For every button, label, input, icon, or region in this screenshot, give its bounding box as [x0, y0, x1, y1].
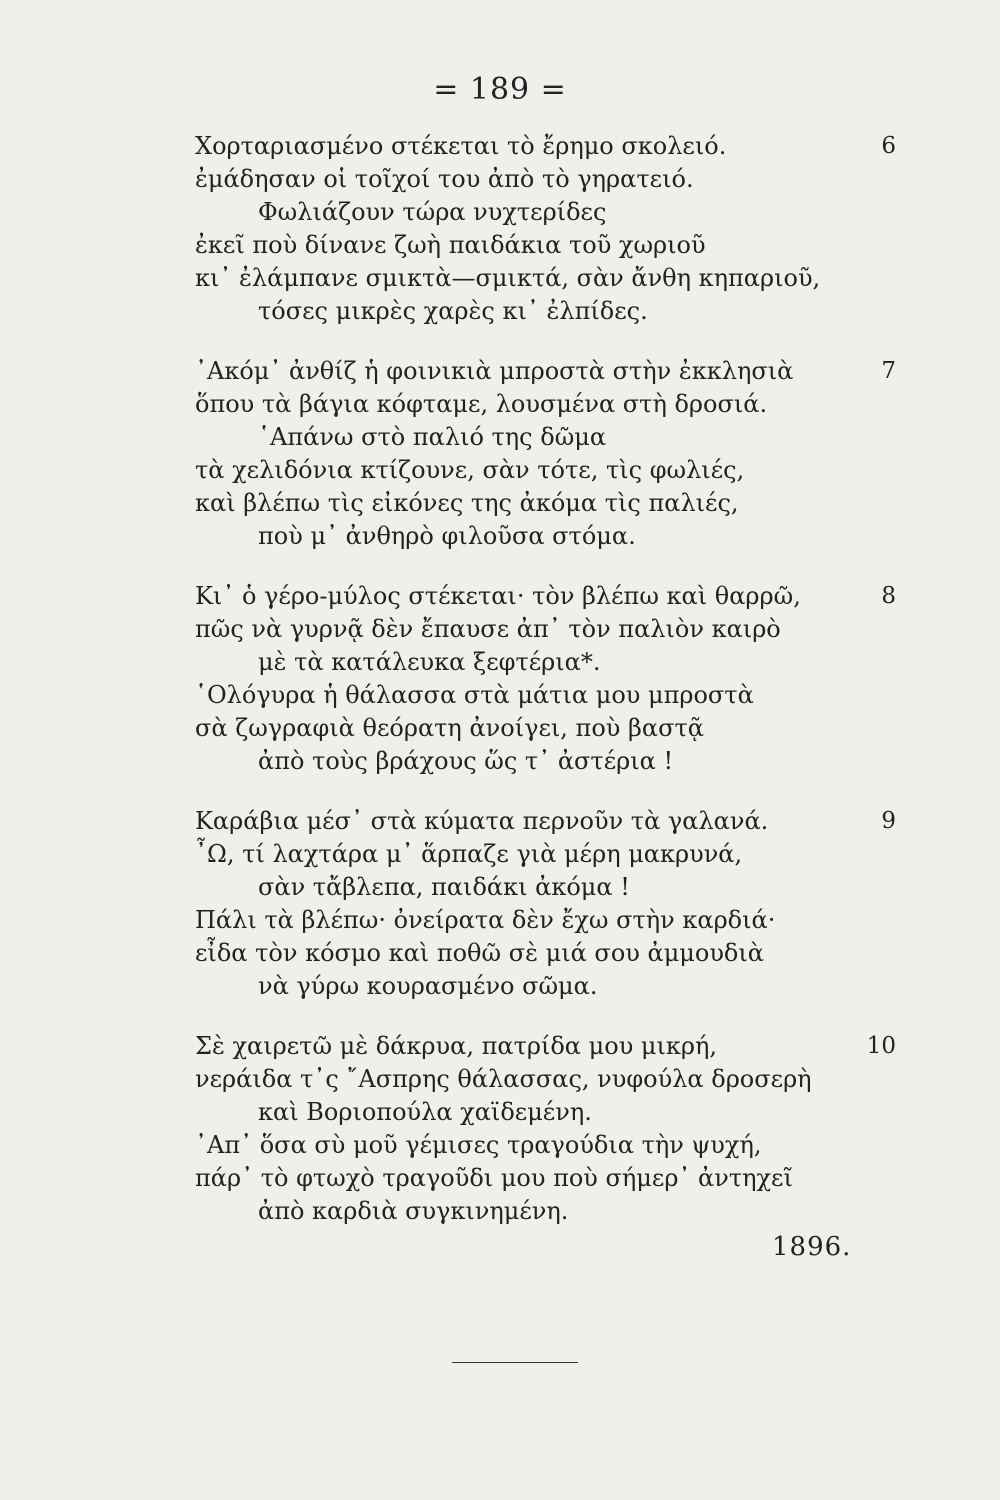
verse-line: Κι᾿ ὁ γέρο-μύλος στέκεται· τὸν βλέπω καὶ θαρρῶ, — [195, 582, 801, 610]
verse-line: Χορταριασμένο στέκεται τὸ ἔρημο σκολειό. — [195, 132, 727, 160]
verse-line: ᾿Ακόμ᾿ ἀνθίζ ἡ φοινικιὰ μπροστὰ στὴν ἐκκλησιὰ — [195, 357, 794, 385]
verse-line: τὰ χελιδόνια κτίζουνε, σὰν τότε, τὶς φωλιές, — [195, 456, 745, 484]
verse-line: ἀπὸ καρδιὰ συγκινημένη. — [258, 1197, 569, 1225]
page-number: = 189 = — [433, 72, 567, 107]
verse-line: ᾿Απ᾿ ὅσα σὺ μοῦ γέμισες τραγούδια τὴν ψυχή, — [195, 1131, 762, 1159]
poem-date: 1896. — [772, 1232, 852, 1262]
verse-line: ἐμάδησαν οἱ τοῖχοί του ἀπὸ τὸ γηρατειό. — [195, 165, 694, 193]
verse-line: καὶ Βοριοπούλα χαϊδεμένη. — [258, 1098, 592, 1126]
verse-line: νεράιδα τ᾿ς ῎Ασπρης θάλασσας, νυφούλα δροσερὴ — [195, 1065, 812, 1093]
verse-line: μὲ τὰ κατάλευκα ξεφτέρια*. — [258, 648, 601, 676]
verse-line: σὰν τἄβλεπα, παιδάκι ἀκόμα ! — [258, 873, 630, 901]
verse-line: Φωλιάζουν τώρα νυχτερίδες — [258, 198, 607, 226]
verse-line: ῾Απάνω στὸ παλιό της δῶμα — [258, 423, 607, 451]
verse-line: τόσες μικρὲς χαρὲς κι᾿ ἐλπίδες. — [258, 297, 648, 325]
end-rule-divider — [452, 1362, 578, 1363]
stanza-number: 10 — [866, 1033, 896, 1059]
stanza-number: 6 — [881, 133, 896, 159]
verse-line: πῶς νὰ γυρνᾷ δὲν ἔπαυσε ἀπ᾿ τὸν παλιὸν καιρὸ — [195, 615, 781, 643]
stanza-number: 9 — [881, 808, 896, 834]
verse-line: καὶ βλέπω τὶς εἰκόνες της ἀκόμα τὶς παλιές, — [195, 489, 739, 517]
stanza-number: 7 — [881, 358, 896, 384]
verse-line: Καράβια μέσ᾿ στὰ κύματα περνοῦν τὰ γαλανά. — [195, 807, 769, 835]
verse-line: ἐκεῖ ποὺ δίνανε ζωὴ παιδάκια τοῦ χωριοῦ — [195, 231, 706, 259]
verse-line: ῏Ω, τί λαχτάρα μ᾿ ἅρπαζε γιὰ μέρη μακρυνά, — [195, 840, 743, 868]
verse-line: Πάλι τὰ βλέπω· ὀνείρατα δὲν ἔχω στὴν καρδιά· — [195, 906, 776, 934]
verse-line: ῾Ολόγυρα ἡ θάλασσα στὰ μάτια μου μπροστὰ — [195, 681, 754, 709]
verse-line: εἶδα τὸν κόσμο καὶ ποθῶ σὲ μιά σου ἀμμουδιὰ — [195, 939, 764, 967]
verse-line: σὰ ζωγραφιὰ θεόρατη ἀνοίγει, ποὺ βαστᾷ — [195, 714, 704, 742]
verse-line: ὅπου τὰ βάγια κόφταμε, λουσμένα στὴ δροσιά. — [195, 390, 768, 418]
stanza-number: 8 — [881, 583, 896, 609]
verse-line: Σὲ χαιρετῶ μὲ δάκρυα, πατρίδα μου μικρή, — [195, 1032, 718, 1060]
verse-line: κι᾿ ἐλάμπανε σμικτὰ—σμικτά, σὰν ἄνθη κηπαριοῦ, — [195, 264, 821, 292]
verse-line: ποὺ μ᾿ ἀνθηρὸ φιλοῦσα στόμα. — [258, 522, 636, 550]
verse-line: ἀπὸ τοὺς βράχους ὥς τ᾿ ἀστέρια ! — [258, 747, 674, 775]
verse-line: νὰ γύρω κουρασμένο σῶμα. — [258, 972, 598, 1000]
verse-line: πάρ᾿ τὸ φτωχὸ τραγοῦδι μου ποὺ σήμερ᾿ ἀντηχεῖ — [195, 1164, 793, 1192]
